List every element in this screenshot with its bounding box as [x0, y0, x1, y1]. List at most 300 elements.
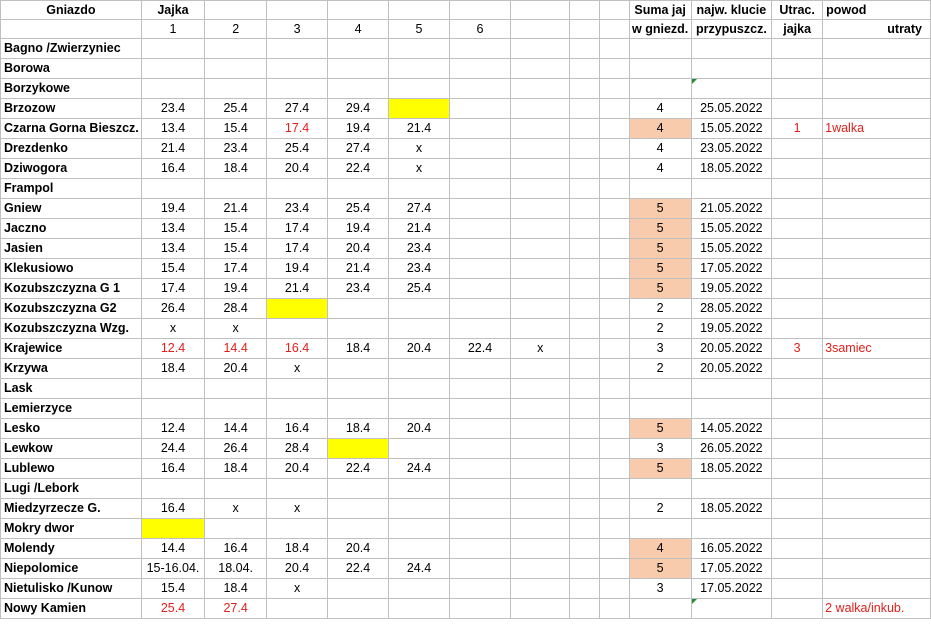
egg-sum[interactable]: 2 — [629, 299, 691, 319]
egg-date-2[interactable]: 15.4 — [205, 219, 267, 239]
egg-date-1[interactable] — [141, 39, 204, 59]
loss-reason[interactable]: 3samiec — [823, 339, 931, 359]
egg-date-5[interactable]: 20.4 — [389, 339, 450, 359]
egg-date-3[interactable]: 16.4 — [267, 419, 328, 439]
lost-eggs[interactable] — [772, 179, 823, 199]
egg-date-4[interactable] — [328, 39, 389, 59]
egg-date-4[interactable] — [328, 319, 389, 339]
header-sum[interactable]: Suma jaj — [629, 1, 691, 20]
cell[interactable] — [570, 479, 600, 499]
nest-name[interactable]: Mokry dwor — [1, 519, 142, 539]
cell[interactable] — [600, 439, 630, 459]
cell[interactable] — [600, 279, 630, 299]
egg-date-3[interactable] — [267, 39, 328, 59]
header-reason-sub[interactable]: utraty — [823, 20, 931, 39]
egg-date-7[interactable]: x — [510, 339, 569, 359]
cell[interactable] — [570, 439, 600, 459]
lost-eggs[interactable] — [772, 219, 823, 239]
lost-eggs[interactable] — [772, 579, 823, 599]
loss-reason[interactable] — [823, 199, 931, 219]
header-eggs[interactable]: Jajka — [141, 1, 204, 20]
egg-sum[interactable]: 4 — [629, 99, 691, 119]
cell[interactable] — [600, 479, 630, 499]
egg-date-5[interactable]: 23.4 — [389, 239, 450, 259]
egg-date-4[interactable] — [328, 59, 389, 79]
egg-date-7[interactable] — [510, 79, 569, 99]
egg-date-7[interactable] — [510, 419, 569, 439]
egg-date-1[interactable]: 24.4 — [141, 439, 204, 459]
cell[interactable] — [570, 319, 600, 339]
cell[interactable] — [510, 1, 569, 20]
egg-date-2[interactable] — [205, 399, 267, 419]
cell[interactable] — [600, 20, 630, 39]
egg-date-4[interactable] — [328, 499, 389, 519]
cell[interactable] — [570, 459, 600, 479]
lost-eggs[interactable] — [772, 539, 823, 559]
egg-date-7[interactable] — [510, 379, 569, 399]
hatch-date[interactable] — [691, 39, 772, 59]
egg-date-3[interactable] — [267, 519, 328, 539]
egg-sum[interactable]: 5 — [629, 279, 691, 299]
egg-sum[interactable]: 5 — [629, 559, 691, 579]
loss-reason[interactable] — [823, 179, 931, 199]
egg-date-1[interactable]: 14.4 — [141, 539, 204, 559]
egg-date-4[interactable]: 22.4 — [328, 459, 389, 479]
nest-name[interactable]: Molendy — [1, 539, 142, 559]
cell[interactable] — [570, 79, 600, 99]
egg-date-5[interactable] — [389, 479, 450, 499]
header-lost-sub[interactable]: jajka — [772, 20, 823, 39]
cell[interactable] — [1, 20, 142, 39]
egg-sum[interactable] — [629, 519, 691, 539]
egg-date-1[interactable]: 16.4 — [141, 499, 204, 519]
lost-eggs[interactable] — [772, 39, 823, 59]
egg-date-7[interactable] — [510, 279, 569, 299]
header-nest[interactable]: Gniazdo — [1, 1, 142, 20]
egg-date-5[interactable] — [389, 299, 450, 319]
lost-eggs[interactable] — [772, 459, 823, 479]
cell[interactable] — [600, 119, 630, 139]
egg-sum[interactable] — [629, 479, 691, 499]
cell[interactable] — [450, 1, 511, 20]
egg-date-3[interactable] — [267, 479, 328, 499]
nest-name[interactable]: Nietulisko /Kunow — [1, 579, 142, 599]
egg-date-6[interactable] — [450, 579, 511, 599]
egg-date-4[interactable]: 22.4 — [328, 159, 389, 179]
egg-date-1[interactable] — [141, 479, 204, 499]
cell[interactable] — [570, 399, 600, 419]
cell[interactable] — [570, 139, 600, 159]
loss-reason[interactable] — [823, 359, 931, 379]
nest-name[interactable]: Kozubszczyzna Wzg. — [1, 319, 142, 339]
cell[interactable] — [600, 519, 630, 539]
egg-date-7[interactable] — [510, 579, 569, 599]
egg-date-2[interactable]: 18.04. — [205, 559, 267, 579]
egg-date-3[interactable]: 18.4 — [267, 539, 328, 559]
egg-date-6[interactable] — [450, 279, 511, 299]
egg-date-1[interactable]: 12.4 — [141, 419, 204, 439]
egg-date-1[interactable]: 23.4 — [141, 99, 204, 119]
lost-eggs[interactable] — [772, 599, 823, 619]
egg-sum[interactable]: 4 — [629, 159, 691, 179]
egg-date-7[interactable] — [510, 139, 569, 159]
hatch-date[interactable]: 17.05.2022 — [691, 579, 772, 599]
egg-date-5[interactable] — [389, 99, 450, 119]
cell[interactable] — [267, 1, 328, 20]
cell[interactable] — [570, 99, 600, 119]
nest-name[interactable]: Lask — [1, 379, 142, 399]
nest-name[interactable]: Nowy Kamien — [1, 599, 142, 619]
egg-date-7[interactable] — [510, 259, 569, 279]
egg-sum[interactable]: 5 — [629, 239, 691, 259]
egg-date-6[interactable] — [450, 179, 511, 199]
egg-date-1[interactable] — [141, 59, 204, 79]
egg-date-5[interactable]: 25.4 — [389, 279, 450, 299]
egg-date-4[interactable]: 18.4 — [328, 419, 389, 439]
egg-date-1[interactable]: 21.4 — [141, 139, 204, 159]
egg-date-3[interactable]: x — [267, 359, 328, 379]
egg-date-1[interactable]: 26.4 — [141, 299, 204, 319]
cell[interactable] — [600, 159, 630, 179]
egg-date-6[interactable] — [450, 99, 511, 119]
egg-date-6[interactable]: 22.4 — [450, 339, 511, 359]
cell[interactable] — [570, 1, 600, 20]
cell[interactable] — [570, 239, 600, 259]
egg-date-2[interactable]: x — [205, 319, 267, 339]
cell[interactable] — [600, 299, 630, 319]
loss-reason[interactable] — [823, 419, 931, 439]
header-hatch-sub[interactable]: przypuszcz. — [691, 20, 772, 39]
egg-date-2[interactable]: 14.4 — [205, 339, 267, 359]
cell[interactable] — [600, 459, 630, 479]
hatch-date[interactable]: 20.05.2022 — [691, 359, 772, 379]
lost-eggs[interactable] — [772, 99, 823, 119]
hatch-date[interactable] — [691, 59, 772, 79]
egg-date-1[interactable] — [141, 399, 204, 419]
egg-date-3[interactable]: 25.4 — [267, 139, 328, 159]
egg-date-1[interactable]: 13.4 — [141, 239, 204, 259]
egg-date-4[interactable] — [328, 599, 389, 619]
cell[interactable] — [600, 339, 630, 359]
hatch-date[interactable]: 19.05.2022 — [691, 279, 772, 299]
egg-sum[interactable]: 4 — [629, 139, 691, 159]
egg-date-3[interactable]: 28.4 — [267, 439, 328, 459]
hatch-date[interactable]: 26.05.2022 — [691, 439, 772, 459]
lost-eggs[interactable] — [772, 439, 823, 459]
nest-name[interactable]: Lublewo — [1, 459, 142, 479]
egg-date-7[interactable] — [510, 439, 569, 459]
egg-date-7[interactable] — [510, 99, 569, 119]
cell[interactable] — [600, 579, 630, 599]
cell[interactable] — [570, 39, 600, 59]
egg-date-4[interactable]: 23.4 — [328, 279, 389, 299]
hatch-date[interactable] — [691, 479, 772, 499]
egg-date-7[interactable] — [510, 599, 569, 619]
egg-date-6[interactable] — [450, 199, 511, 219]
cell[interactable] — [570, 599, 600, 619]
cell[interactable] — [570, 259, 600, 279]
egg-date-6[interactable] — [450, 119, 511, 139]
egg-sum[interactable] — [629, 379, 691, 399]
loss-reason[interactable] — [823, 499, 931, 519]
egg-date-5[interactable] — [389, 599, 450, 619]
cell[interactable] — [600, 419, 630, 439]
cell[interactable] — [600, 199, 630, 219]
egg-date-4[interactable] — [328, 179, 389, 199]
egg-date-3[interactable] — [267, 299, 328, 319]
hatch-date[interactable]: 20.05.2022 — [691, 339, 772, 359]
egg-date-7[interactable] — [510, 539, 569, 559]
egg-date-2[interactable] — [205, 59, 267, 79]
cell[interactable] — [600, 259, 630, 279]
egg-date-6[interactable] — [450, 239, 511, 259]
egg-date-2[interactable] — [205, 519, 267, 539]
egg-date-6[interactable] — [450, 39, 511, 59]
egg-date-3[interactable] — [267, 599, 328, 619]
cell[interactable] — [570, 119, 600, 139]
egg-sum[interactable] — [629, 399, 691, 419]
loss-reason[interactable] — [823, 559, 931, 579]
cell[interactable] — [570, 279, 600, 299]
egg-date-5[interactable] — [389, 579, 450, 599]
cell[interactable] — [328, 1, 389, 20]
cell[interactable] — [510, 20, 569, 39]
cell[interactable] — [600, 59, 630, 79]
egg-date-3[interactable]: 21.4 — [267, 279, 328, 299]
loss-reason[interactable] — [823, 159, 931, 179]
egg-date-6[interactable] — [450, 599, 511, 619]
header-hatch[interactable]: najw. klucie — [691, 1, 772, 20]
egg-date-7[interactable] — [510, 519, 569, 539]
egg-date-1[interactable]: 15.4 — [141, 259, 204, 279]
egg-date-2[interactable]: 14.4 — [205, 419, 267, 439]
nest-name[interactable]: Dziwogora — [1, 159, 142, 179]
nest-name[interactable]: Gniew — [1, 199, 142, 219]
egg-sum[interactable]: 4 — [629, 119, 691, 139]
egg-date-3[interactable]: 17.4 — [267, 239, 328, 259]
egg-date-3[interactable]: 17.4 — [267, 219, 328, 239]
egg-date-7[interactable] — [510, 459, 569, 479]
loss-reason[interactable] — [823, 279, 931, 299]
cell[interactable] — [570, 359, 600, 379]
header-egg-3[interactable]: 3 — [267, 20, 328, 39]
egg-date-7[interactable] — [510, 179, 569, 199]
nest-name[interactable]: Lugi /Lebork — [1, 479, 142, 499]
header-sum-sub[interactable]: w gniezd. — [629, 20, 691, 39]
egg-date-7[interactable] — [510, 359, 569, 379]
egg-date-7[interactable] — [510, 299, 569, 319]
egg-date-1[interactable] — [141, 79, 204, 99]
cell[interactable] — [600, 499, 630, 519]
egg-date-3[interactable]: 17.4 — [267, 119, 328, 139]
cell[interactable] — [570, 339, 600, 359]
egg-date-7[interactable] — [510, 39, 569, 59]
egg-date-6[interactable] — [450, 459, 511, 479]
egg-sum[interactable]: 2 — [629, 499, 691, 519]
egg-date-6[interactable] — [450, 399, 511, 419]
cell[interactable] — [570, 519, 600, 539]
header-egg-2[interactable]: 2 — [205, 20, 267, 39]
hatch-date[interactable]: 15.05.2022 — [691, 119, 772, 139]
egg-date-4[interactable]: 22.4 — [328, 559, 389, 579]
hatch-date[interactable] — [691, 519, 772, 539]
cell[interactable] — [570, 199, 600, 219]
egg-date-4[interactable]: 19.4 — [328, 219, 389, 239]
egg-date-3[interactable]: 20.4 — [267, 559, 328, 579]
cell[interactable] — [570, 159, 600, 179]
nest-name[interactable]: Bagno /Zwierzyniec — [1, 39, 142, 59]
egg-date-5[interactable] — [389, 319, 450, 339]
egg-date-6[interactable] — [450, 299, 511, 319]
cell[interactable] — [600, 399, 630, 419]
egg-sum[interactable]: 3 — [629, 579, 691, 599]
lost-eggs[interactable] — [772, 279, 823, 299]
cell[interactable] — [600, 99, 630, 119]
cell[interactable] — [570, 379, 600, 399]
egg-sum[interactable] — [629, 59, 691, 79]
egg-date-5[interactable] — [389, 539, 450, 559]
egg-date-5[interactable]: x — [389, 139, 450, 159]
egg-sum[interactable]: 3 — [629, 339, 691, 359]
loss-reason[interactable] — [823, 99, 931, 119]
cell[interactable] — [600, 539, 630, 559]
cell[interactable] — [600, 1, 630, 20]
cell[interactable] — [600, 79, 630, 99]
egg-date-2[interactable] — [205, 479, 267, 499]
egg-date-2[interactable]: 26.4 — [205, 439, 267, 459]
cell[interactable] — [570, 299, 600, 319]
header-egg-4[interactable]: 4 — [328, 20, 389, 39]
lost-eggs[interactable] — [772, 139, 823, 159]
egg-date-5[interactable] — [389, 519, 450, 539]
egg-date-1[interactable]: 12.4 — [141, 339, 204, 359]
egg-date-4[interactable] — [328, 399, 389, 419]
egg-date-6[interactable] — [450, 139, 511, 159]
egg-date-4[interactable] — [328, 79, 389, 99]
egg-date-2[interactable]: 28.4 — [205, 299, 267, 319]
loss-reason[interactable] — [823, 459, 931, 479]
egg-date-7[interactable] — [510, 159, 569, 179]
loss-reason[interactable] — [823, 399, 931, 419]
egg-date-6[interactable] — [450, 319, 511, 339]
egg-date-5[interactable]: 24.4 — [389, 459, 450, 479]
lost-eggs[interactable] — [772, 59, 823, 79]
egg-date-2[interactable] — [205, 179, 267, 199]
loss-reason[interactable]: 1walka — [823, 119, 931, 139]
egg-date-2[interactable]: 18.4 — [205, 159, 267, 179]
egg-date-5[interactable]: x — [389, 159, 450, 179]
egg-date-5[interactable] — [389, 59, 450, 79]
loss-reason[interactable] — [823, 139, 931, 159]
lost-eggs[interactable] — [772, 519, 823, 539]
cell[interactable] — [570, 579, 600, 599]
egg-date-1[interactable]: x — [141, 319, 204, 339]
egg-date-3[interactable]: 27.4 — [267, 99, 328, 119]
egg-date-2[interactable]: 18.4 — [205, 459, 267, 479]
egg-date-6[interactable] — [450, 79, 511, 99]
egg-date-3[interactable] — [267, 79, 328, 99]
hatch-date[interactable]: 18.05.2022 — [691, 459, 772, 479]
egg-date-3[interactable]: 20.4 — [267, 159, 328, 179]
egg-date-4[interactable]: 20.4 — [328, 239, 389, 259]
egg-date-4[interactable] — [328, 299, 389, 319]
egg-date-1[interactable]: 13.4 — [141, 219, 204, 239]
egg-date-6[interactable] — [450, 539, 511, 559]
egg-date-5[interactable] — [389, 439, 450, 459]
cell[interactable] — [600, 39, 630, 59]
egg-date-3[interactable]: 16.4 — [267, 339, 328, 359]
hatch-date[interactable] — [691, 599, 772, 619]
egg-date-4[interactable]: 20.4 — [328, 539, 389, 559]
egg-date-5[interactable] — [389, 179, 450, 199]
egg-date-3[interactable]: 20.4 — [267, 459, 328, 479]
lost-eggs[interactable] — [772, 419, 823, 439]
egg-date-1[interactable]: 18.4 — [141, 359, 204, 379]
egg-date-1[interactable]: 25.4 — [141, 599, 204, 619]
egg-date-4[interactable] — [328, 359, 389, 379]
hatch-date[interactable]: 14.05.2022 — [691, 419, 772, 439]
egg-date-5[interactable]: 24.4 — [389, 559, 450, 579]
egg-date-5[interactable]: 21.4 — [389, 219, 450, 239]
egg-date-5[interactable] — [389, 399, 450, 419]
egg-date-6[interactable] — [450, 479, 511, 499]
egg-date-6[interactable] — [450, 559, 511, 579]
lost-eggs[interactable] — [772, 159, 823, 179]
egg-date-7[interactable] — [510, 59, 569, 79]
egg-date-5[interactable]: 20.4 — [389, 419, 450, 439]
egg-date-4[interactable] — [328, 579, 389, 599]
cell[interactable] — [570, 539, 600, 559]
nest-name[interactable]: Brzozow — [1, 99, 142, 119]
egg-sum[interactable]: 2 — [629, 319, 691, 339]
egg-date-2[interactable]: 27.4 — [205, 599, 267, 619]
lost-eggs[interactable] — [772, 79, 823, 99]
egg-date-5[interactable] — [389, 39, 450, 59]
cell[interactable] — [570, 499, 600, 519]
egg-date-6[interactable] — [450, 359, 511, 379]
loss-reason[interactable] — [823, 39, 931, 59]
egg-sum[interactable] — [629, 79, 691, 99]
egg-date-7[interactable] — [510, 319, 569, 339]
lost-eggs[interactable] — [772, 199, 823, 219]
loss-reason[interactable] — [823, 219, 931, 239]
hatch-date[interactable]: 17.05.2022 — [691, 259, 772, 279]
cell[interactable] — [600, 319, 630, 339]
nest-name[interactable]: Jasien — [1, 239, 142, 259]
loss-reason[interactable] — [823, 379, 931, 399]
egg-date-7[interactable] — [510, 499, 569, 519]
egg-date-2[interactable]: 19.4 — [205, 279, 267, 299]
lost-eggs[interactable] — [772, 359, 823, 379]
egg-date-3[interactable] — [267, 319, 328, 339]
loss-reason[interactable] — [823, 59, 931, 79]
nest-name[interactable]: Niepolomice — [1, 559, 142, 579]
lost-eggs[interactable] — [772, 379, 823, 399]
egg-sum[interactable]: 3 — [629, 439, 691, 459]
lost-eggs[interactable]: 1 — [772, 119, 823, 139]
nest-name[interactable]: Miedzyrzecze G. — [1, 499, 142, 519]
egg-date-7[interactable] — [510, 119, 569, 139]
egg-date-1[interactable] — [141, 519, 204, 539]
nest-name[interactable]: Lewkow — [1, 439, 142, 459]
egg-date-7[interactable] — [510, 239, 569, 259]
egg-date-6[interactable] — [450, 439, 511, 459]
cell[interactable] — [600, 239, 630, 259]
cell[interactable] — [570, 419, 600, 439]
loss-reason[interactable]: 2 walka/inkub. — [823, 599, 931, 619]
loss-reason[interactable] — [823, 259, 931, 279]
egg-date-6[interactable] — [450, 419, 511, 439]
